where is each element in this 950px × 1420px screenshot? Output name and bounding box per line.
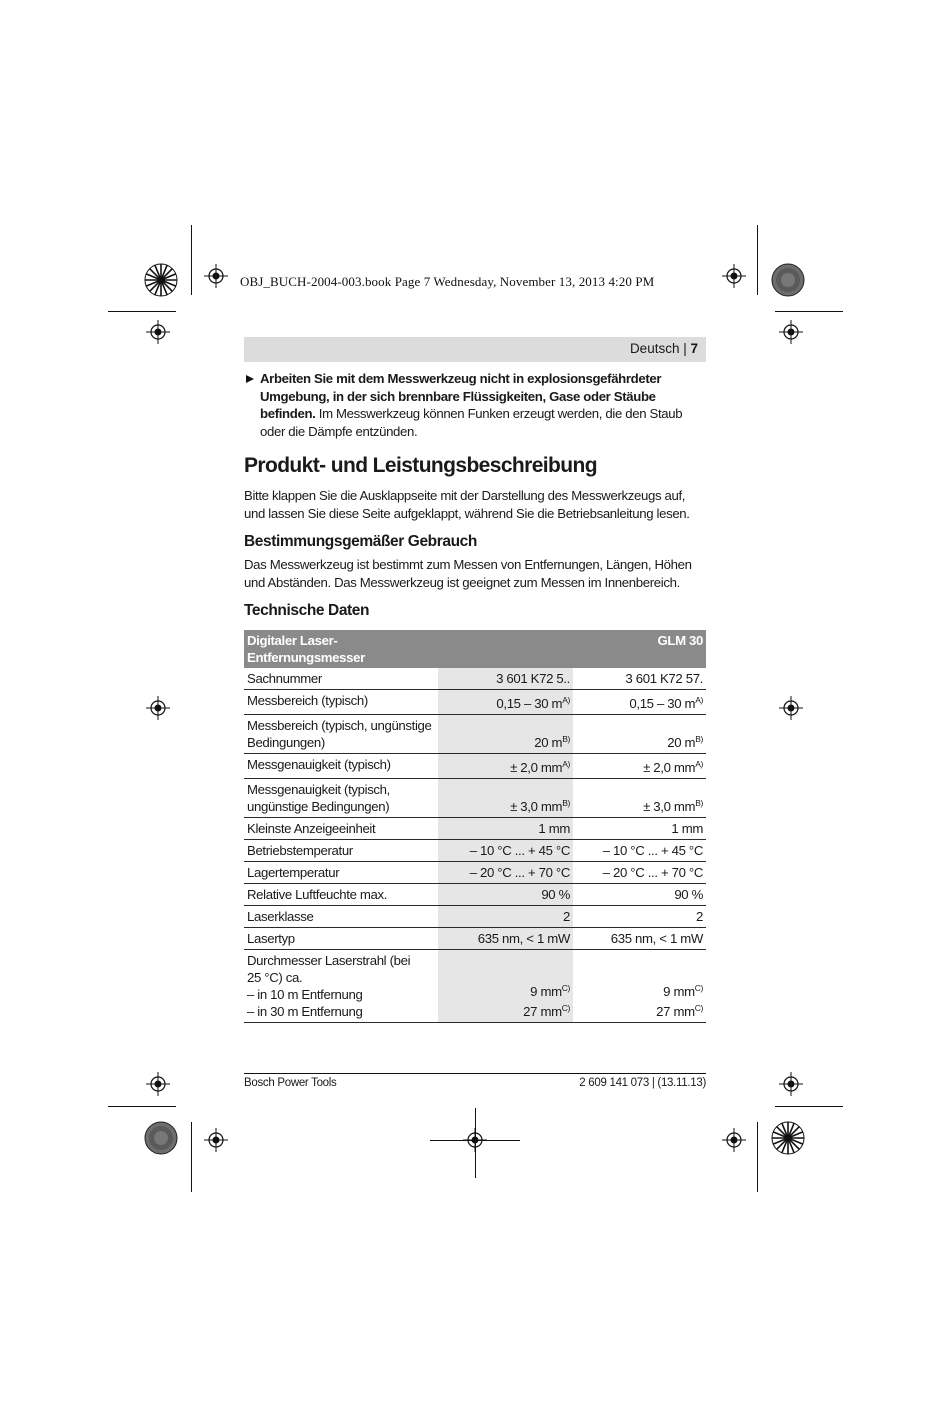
- spec-value-text: 1 mm: [538, 821, 570, 836]
- spec-value-variant2: [573, 668, 706, 690]
- intended-use-paragraph: Das Messwerkzeug ist bestimmt zum Messen von Entfernungen, Längen, Höhen und Abständen. Das Messwerkzeug ist geeignet zum Messen im Innenbereich.: [244, 557, 692, 590]
- footnote-marker: C): [561, 983, 570, 993]
- spec-value-line: [441, 980, 570, 1000]
- spec-value-text: 2: [696, 909, 703, 924]
- spec-value-text: 20 m: [667, 735, 696, 750]
- spec-value-variant2: [573, 906, 706, 928]
- spec-value-text: 3 601 K72 5..: [496, 671, 570, 686]
- spec-value-variant2: [573, 690, 706, 715]
- table-header-model: GLM 30: [573, 630, 706, 668]
- crop-mark: [757, 225, 758, 295]
- footnote-marker: C): [694, 983, 703, 993]
- spec-value-text: – 20 °C ... + 70 °C: [469, 865, 570, 880]
- spec-label: Relative Luftfeuchte max.: [244, 884, 438, 906]
- table-row: [244, 840, 706, 862]
- spec-label: Betriebstemperatur: [244, 840, 438, 862]
- tech-data-heading: Technische Daten: [244, 602, 370, 619]
- spec-label: Lasertyp: [244, 928, 438, 950]
- spec-label: Messgenauigkeit (typisch, ungünstige Bedingungen): [244, 779, 438, 818]
- table-row: [244, 754, 706, 779]
- spec-value-variant1: [438, 715, 573, 754]
- footnote-marker: C): [694, 1003, 703, 1013]
- spec-value-text: 27 mm: [656, 1004, 695, 1019]
- crop-mark: [191, 225, 192, 295]
- page-number: 7: [690, 341, 698, 356]
- spec-value-variant2: [573, 818, 706, 840]
- table-header-product: Digitaler Laser-Entfernungsmesser: [244, 630, 438, 668]
- gray-target-icon: [144, 1121, 178, 1155]
- crop-mark: [775, 1106, 843, 1107]
- page-header: [630, 341, 698, 356]
- spec-value-text: 27 mm: [523, 1004, 562, 1019]
- spec-value-text: – 20 °C ... + 70 °C: [602, 865, 703, 880]
- spec-value-text: 3 601 K72 57.: [625, 671, 703, 686]
- spec-value-line: [576, 980, 703, 1000]
- spec-value-variant1: [438, 950, 573, 1023]
- star-target-icon: [144, 263, 178, 297]
- spec-value-variant1: [438, 906, 573, 928]
- spec-value-variant2: [573, 862, 706, 884]
- intended-use-heading: Bestimmungsgemäßer Gebrauch: [244, 533, 477, 550]
- spec-value-variant1: [438, 862, 573, 884]
- footnote-marker: B): [695, 734, 703, 744]
- spec-label-line: 25 °C) ca.: [247, 970, 303, 985]
- registration-mark-icon: [722, 1128, 746, 1152]
- page-header-bar: [244, 337, 706, 362]
- spec-value-text: 2: [563, 909, 570, 924]
- spec-label: Sachnummer: [244, 668, 438, 690]
- intro-paragraph: Bitte klappen Sie die Ausklappseite mit der Darstellung des Messwerkzeugs auf, und lassen Sie diese Seite aufgeklappt, während Sie die Betriebsanleitung lesen.: [244, 488, 690, 521]
- spec-label: Kleinste Anzeigeeinheit: [244, 818, 438, 840]
- spec-value-variant1: [438, 818, 573, 840]
- spec-value-variant2: [573, 884, 706, 906]
- spec-value-variant1: [438, 668, 573, 690]
- spec-value-variant1: [438, 779, 573, 818]
- footer-rule: [244, 1073, 706, 1074]
- spec-value-text: 90 %: [541, 887, 570, 902]
- footer-doc-number: 2 609 141 073 | (13.11.13): [579, 1077, 706, 1089]
- footnote-marker: B): [562, 734, 570, 744]
- footnote-marker: A): [562, 759, 570, 769]
- spec-value-text: 635 nm, < 1 mW: [477, 931, 570, 946]
- spec-value-line: [441, 1000, 570, 1020]
- spec-value-text: ± 2,0 mm: [510, 760, 563, 775]
- print-slug: OBJ_BUCH-2004-003.book Page 7 Wednesday, November 13, 2013 4:20 PM: [240, 274, 655, 289]
- safety-warning: [244, 370, 706, 440]
- spec-value-text: 0,15 – 30 m: [629, 696, 696, 711]
- footnote-marker: A): [562, 695, 570, 705]
- crop-mark: [475, 1108, 476, 1178]
- spec-value-line: [576, 1000, 703, 1020]
- crop-mark: [108, 311, 176, 312]
- spec-value-text: 20 m: [534, 735, 563, 750]
- table-row: [244, 906, 706, 928]
- warning-bold: Arbeiten Sie mit dem Messwerkzeug nicht in explosionsgefährdeter Umgebung, in der sich brennbare Flüssigkeiten, Gase oder Stäube befinden.: [260, 371, 662, 421]
- spec-label: Lagertemperatur: [244, 862, 438, 884]
- crop-mark: [757, 1122, 758, 1192]
- registration-mark-icon: [146, 696, 170, 720]
- spec-value-text: ± 3,0 mm: [643, 799, 696, 814]
- spec-value-text: ± 2,0 mm: [643, 760, 696, 775]
- table-row: [244, 690, 706, 715]
- footnote-marker: C): [561, 1003, 570, 1013]
- table-row-beam-diameter: [244, 950, 706, 1023]
- footnote-marker: A): [695, 695, 703, 705]
- spec-label: Messbereich (typisch): [244, 690, 438, 715]
- footnote-marker: B): [695, 798, 703, 808]
- registration-mark-icon: [722, 264, 746, 288]
- crop-mark: [108, 1106, 176, 1107]
- spec-value-variant2: [573, 715, 706, 754]
- spec-label-line: Durchmesser Laserstrahl (bei: [247, 953, 411, 968]
- header-language: Deutsch: [629, 341, 680, 356]
- spec-value-variant2: [573, 928, 706, 950]
- spec-label-line: – in 10 m Entfernung: [247, 987, 363, 1002]
- spec-label: Messgenauigkeit (typisch): [244, 754, 438, 779]
- header-separator: |: [679, 341, 691, 356]
- spec-label: [244, 950, 438, 1023]
- table-body: [244, 668, 706, 1023]
- table-row: [244, 884, 706, 906]
- spec-value-text: – 10 °C ... + 45 °C: [469, 843, 570, 858]
- gray-target-icon: [771, 263, 805, 297]
- table-row: [244, 928, 706, 950]
- warning-normal: Im Messwerkzeug können Funken erzeugt werden, die den Staub oder die Dämpfe entzünden.: [260, 406, 683, 439]
- spec-value-variant1: [438, 928, 573, 950]
- footnote-marker: A): [695, 759, 703, 769]
- spec-value-variant1: [438, 884, 573, 906]
- crop-mark: [191, 1122, 192, 1192]
- spec-value-variant1: [438, 754, 573, 779]
- spec-label-line: – in 30 m Entfernung: [247, 1004, 363, 1019]
- spec-value-text: 90 %: [674, 887, 703, 902]
- registration-mark-icon: [204, 264, 228, 288]
- table-row: [244, 862, 706, 884]
- warning-text: [260, 370, 706, 440]
- spec-value-text: 9 mm: [530, 984, 562, 999]
- spec-value-variant1: [438, 840, 573, 862]
- spec-value-text: 0,15 – 30 m: [496, 696, 563, 711]
- footnote-marker: B): [562, 798, 570, 808]
- registration-mark-icon: [779, 696, 803, 720]
- spec-label: Laserklasse: [244, 906, 438, 928]
- spec-value-text: 635 nm, < 1 mW: [610, 931, 703, 946]
- table-row: [244, 779, 706, 818]
- star-target-icon: [771, 1121, 805, 1155]
- spec-value-variant2: [573, 779, 706, 818]
- spec-value-variant2: [573, 950, 706, 1023]
- registration-mark-icon: [146, 320, 170, 344]
- crop-mark: [775, 311, 843, 312]
- table-header-row: [244, 630, 706, 668]
- spec-value-variant2: [573, 840, 706, 862]
- spec-value-text: – 10 °C ... + 45 °C: [602, 843, 703, 858]
- registration-mark-icon: [779, 320, 803, 344]
- spec-value-text: 1 mm: [671, 821, 703, 836]
- spec-value-variant2: [573, 754, 706, 779]
- spec-label: Messbereich (typisch, ungünstige Bedingungen): [244, 715, 438, 754]
- table-row: [244, 818, 706, 840]
- section-title: Produkt- und Leistungsbeschreibung: [244, 454, 597, 477]
- table-header-spacer: [438, 630, 573, 668]
- spec-value-text: ± 3,0 mm: [510, 799, 563, 814]
- registration-mark-icon: [146, 1072, 170, 1096]
- table-row: [244, 715, 706, 754]
- footer-brand: Bosch Power Tools: [244, 1077, 337, 1089]
- spec-value-text: 9 mm: [663, 984, 695, 999]
- registration-mark-icon: [779, 1072, 803, 1096]
- registration-mark-icon: [204, 1128, 228, 1152]
- tech-data-table: [244, 630, 706, 1023]
- table-row: [244, 668, 706, 690]
- bullet-triangle-icon: [246, 375, 254, 383]
- spec-value-variant1: [438, 690, 573, 715]
